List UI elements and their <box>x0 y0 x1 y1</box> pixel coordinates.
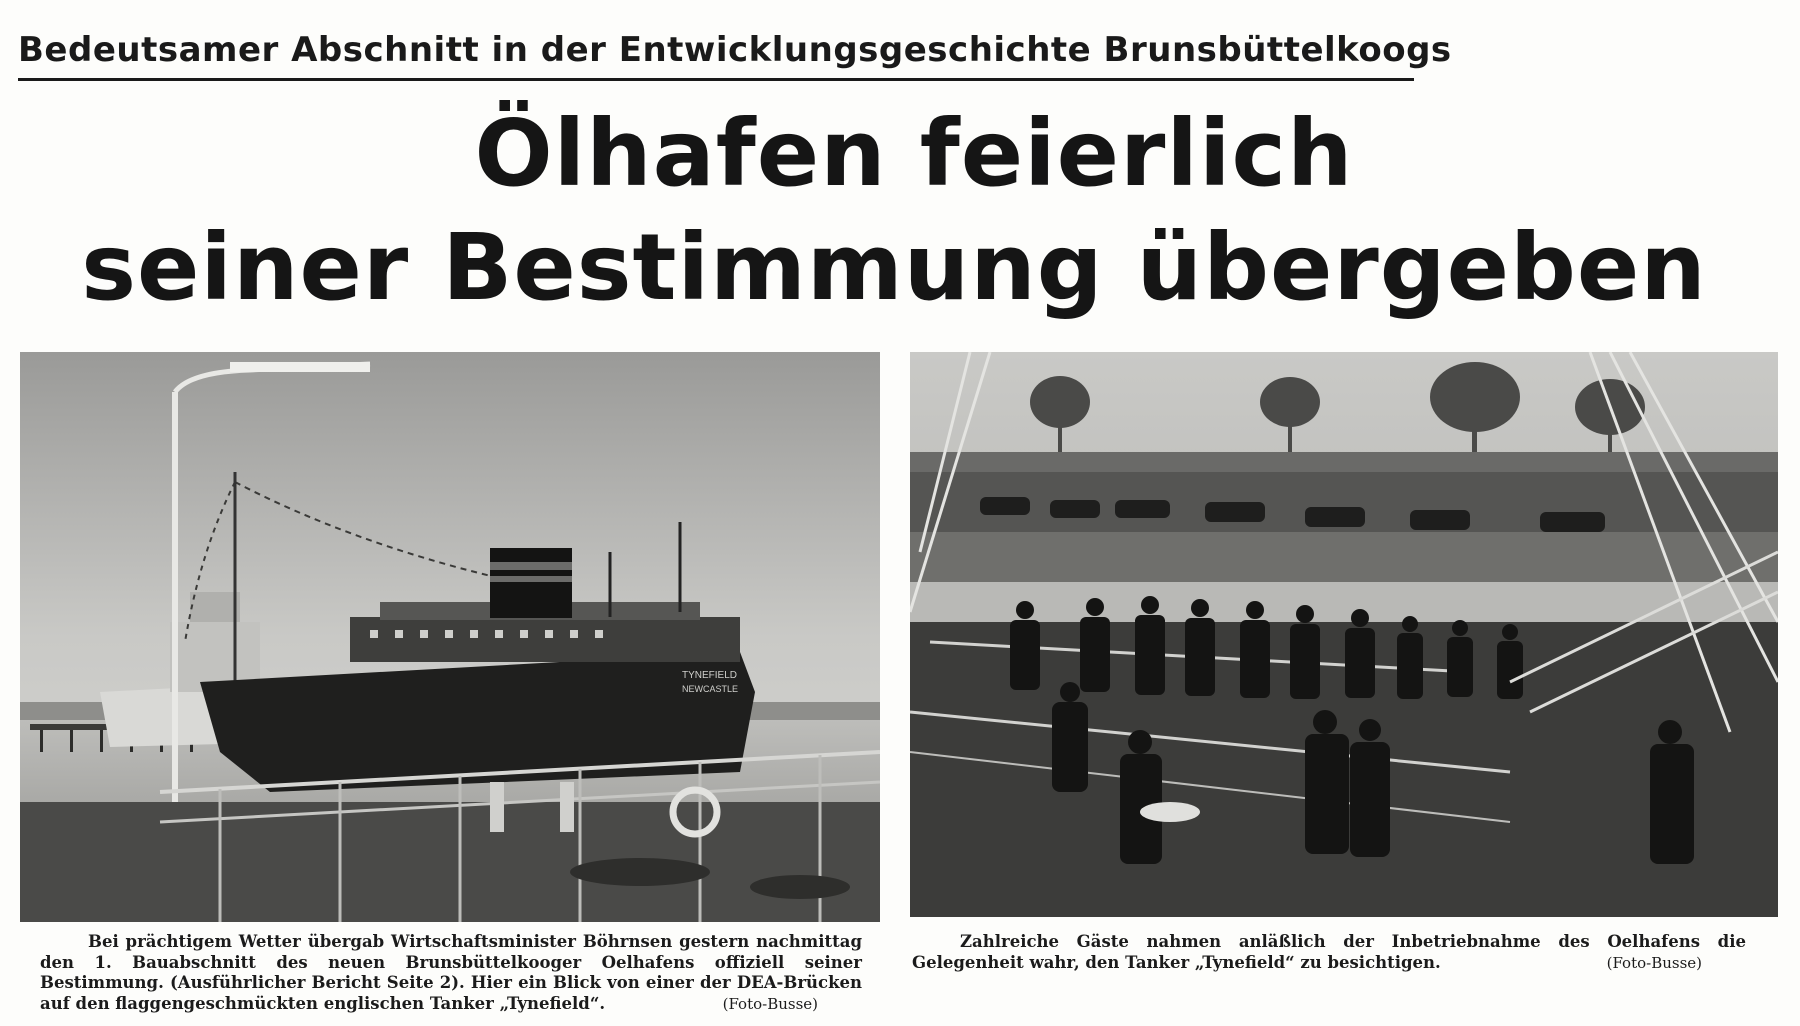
caption-right-text: Zahlreiche Gäste nahmen anläßlich der Inbetriebnahme des Oelhafens die Gelegenheit wahr, den Tanker „Tynefield“ zu besichtigen. <box>912 932 1746 972</box>
headline-line-1: Ölhafen feierlich <box>474 100 1354 207</box>
caption-right <box>912 932 1746 973</box>
caption-left <box>40 932 862 1014</box>
photo-tanker-at-pier <box>20 352 880 922</box>
ship-name-label: TYNEFIELD <box>682 670 738 681</box>
kicker-headline: Bedeutsamer Abschnitt in der Entwicklungsgeschichte Brunsbüttelkoogs <box>18 30 1452 70</box>
photo-credit-right: (Foto-Busse) <box>1606 953 1702 972</box>
photo-credit-left: (Foto-Busse) <box>722 994 818 1013</box>
headline-line-2: seiner Bestimmung übergeben <box>81 214 1707 321</box>
kicker-underline <box>18 78 1414 81</box>
caption-left-text: Bei prächtigem Wetter übergab Wirtschaftsminister Böhrnsen gestern nachmittag den 1. Bauabschnitt des neuen Brunsbüttelkooger Oelhafens offiziell seiner Bestimmung. (Ausführlicher Bericht Seite 2). Hier ein Blick von einer der DEA-Brücken auf den flaggengeschmückten englischen Tanker „Tynefield“. <box>40 932 862 1013</box>
photo-guests-on-deck <box>910 352 1778 917</box>
ship-port-label: NEWCASTLE <box>682 684 739 694</box>
